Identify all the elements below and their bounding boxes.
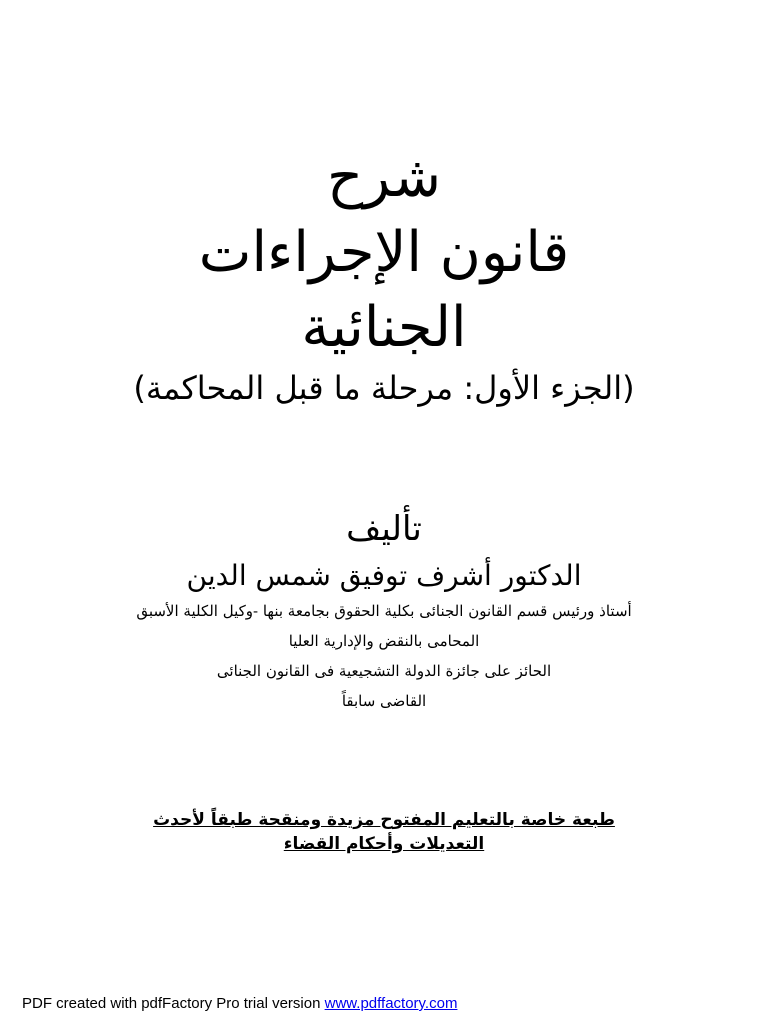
- footer-link[interactable]: www.pdffactory.com: [324, 995, 458, 1012]
- author-name: الدكتور أشرف توفيق شمس الدين: [186, 559, 582, 592]
- author-credential: القاضى سابقاً: [341, 692, 427, 710]
- author-credential: أستاذ ورئيس قسم القانون الجنائى بكلية الحقوق بجامعة بنها -وكيل الكلية الأسبق: [136, 602, 632, 620]
- title-line-3: الجنائية: [301, 295, 467, 360]
- author-credential: الحائز على جائزة الدولة التشجيعية فى القانون الجنائى: [216, 662, 552, 680]
- author-credential: المحامى بالنقض والإدارية العليا: [288, 632, 480, 650]
- pdf-footer: [22, 995, 457, 1012]
- subtitle: (الجزء الأول: مرحلة ما قبل المحاكمة): [133, 369, 635, 407]
- title-line-2: قانون الإجراءات: [198, 220, 570, 285]
- title-line-1: شرح: [327, 145, 441, 210]
- author-heading: تأليف: [346, 509, 422, 549]
- footer-text: PDF created with pdfFactory Pro trial version: [22, 995, 325, 1012]
- edition-note-line-1: طبعة خاصة بالتعليم المفتوح مزيدة ومنقحة طبقاً لأحدث: [153, 810, 615, 830]
- edition-note-line-2: التعديلات وأحكام القضاء: [283, 834, 485, 854]
